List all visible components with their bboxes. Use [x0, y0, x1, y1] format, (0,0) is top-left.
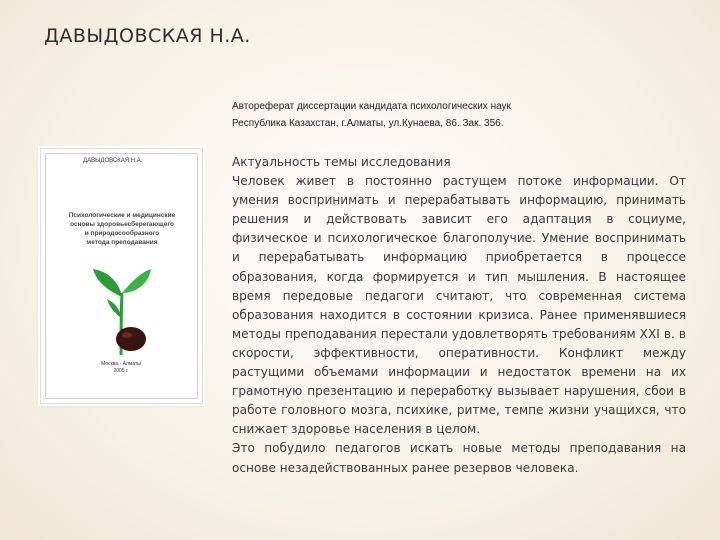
main-text-block [232, 153, 686, 478]
citation-line: Автореферат диссертации кандидата психологических наук [232, 101, 511, 112]
book-cover-title-line: и природосообразного [84, 230, 160, 237]
book-cover-footer-line: Москва - Алматы [101, 361, 141, 367]
book-cover-title-line: основы здоровьесберегающего [70, 221, 174, 228]
body-paragraph: Это побудило педагогов искать новые методы преподавания на основе незадействованных ранее резервов человека. [232, 441, 686, 475]
book-cover-image [40, 148, 203, 404]
body-paragraph: Человек живет в постоянно растущем потоке информации. От умения воспринимать и перерабатывать информацию, принимать решения и действовать зависит его адаптация в социуме, физическое и психологическое благополучие. Умение воспринимать и перерабатывать информацию приобретается в процессе образования, когда формируется и тип мышления. В настоящее время передовые педагоги считают, что современная система образования находится в состоянии кризиса. Ранее применявшиеся методы преподавания перестали удовлетворять требованиям XXI в. в скорости, эффективности, оперативности. Конфликт между растущими объемами информации и недостаток времени на их грамотную презентацию и переработку вызывает нарушения, сбои в работе головного мозга, психике, ритме, темпе жизни учащихся, что снижает здоровье населения в целом. [232, 174, 686, 437]
sprout-illustration [91, 263, 155, 359]
section-heading: Актуальность темы исследования [232, 155, 451, 169]
citation-line: Республика Казахстан, г.Алматы, ул.Кунаева, 86. Зак. 356. [232, 117, 504, 129]
book-cover-footer [101, 361, 141, 375]
slide-title: ДАВЫДОВСКАЯ Н.А. [44, 25, 251, 47]
book-cover-footer-line: 2005 г. [113, 368, 129, 374]
book-cover-title [49, 211, 195, 247]
citation-block [232, 99, 682, 132]
book-cover-author: ДАВЫДОВСКАЯ Н.А. [83, 158, 143, 164]
book-cover-title-line: Психологические и медицинские [68, 212, 176, 219]
book-cover-title-line: метода преподавания [86, 239, 158, 246]
